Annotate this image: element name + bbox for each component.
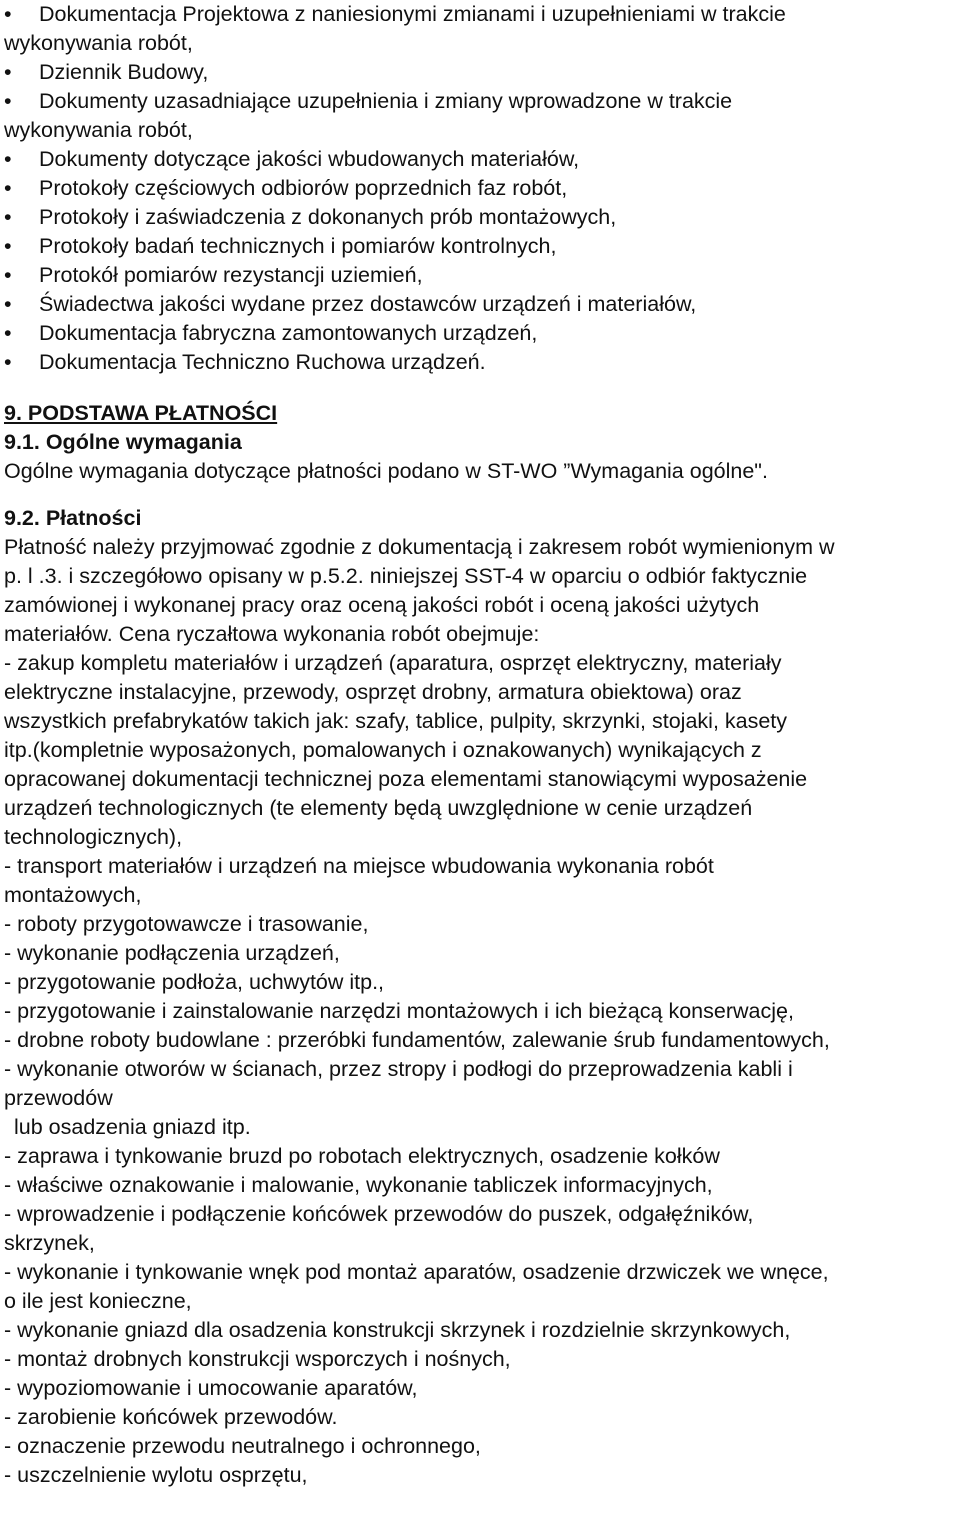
body-line: Płatność należy przyjmować zgodnie z dokumentacją i zakresem robót wymienionym w [4,535,835,559]
body-line: - transport materiałów i urządzeń na miejsce wbudowania wykonania robót [4,854,714,878]
body-line: montażowych, [4,883,142,907]
list-item: • Dziennik Budowy, [4,58,952,87]
body-line: - montaż drobnych konstrukcji wsporczych i nośnych, [4,1347,511,1371]
body-line: - przygotowanie i zainstalowanie narzędzi montażowych i ich bieżącą konserwację, [4,999,794,1023]
list-item: • Protokoły i zaświadczenia z dokonanych prób montażowych, [4,203,952,232]
body-line: opracowanej dokumentacji technicznej poza elementami stanowiącymi wyposażenie [4,767,808,791]
body-line: technologicznych), [4,825,183,849]
list-item: • Dokumentacja fabryczna zamontowanych urządzeń, [4,319,952,348]
body-line: przewodów [4,1086,113,1110]
body-line: - wprowadzenie i podłączenie końcówek przewodów do puszek, odgałęźników, [4,1202,754,1226]
body-line: skrzynek, [4,1231,95,1255]
body-line: - wypoziomowanie i umocowanie aparatów, [4,1376,418,1400]
payment-body [4,533,952,1490]
subsection-heading: 9.2. Płatności [4,506,142,530]
body-line: - zarobienie końcówek przewodów. [4,1405,338,1429]
body-line: - zaprawa i tynkowanie bruzd po robotach elektrycznych, osadzenie kołków [4,1144,720,1168]
list-item: • Protokoły częściowych odbiorów poprzednich faz robót, [4,174,952,203]
list-item: • Dokumenty dotyczące jakości wbudowanych materiałów, [4,145,952,174]
list-item: • Dokumentacja Techniczno Ruchowa urządzeń. [4,348,952,377]
body-line: - wykonanie podłączenia urządzeń, [4,941,340,965]
body-line: - zakup kompletu materiałów i urządzeń (aparatura, osprzęt elektryczny, materiały [4,651,782,675]
body-line: - uszczelnienie wylotu osprzętu, [4,1463,308,1487]
body-line: wszystkich prefabrykatów takich jak: szafy, tablice, pulpity, skrzynki, stojaki, kasety [4,709,788,733]
list-item: • Protokoły badań technicznych i pomiarów kontrolnych, [4,232,952,261]
body-line: - roboty przygotowawcze i trasowanie, [4,912,369,936]
body-line: lub osadzenia gniazd itp. [14,1115,251,1139]
list-item: • Świadectwa jakości wydane przez dostawców urządzeń i materiałów, [4,290,952,319]
body-line: - wykonanie otworów w ścianach, przez stropy i podłogi do przeprowadzenia kabli i [4,1057,793,1081]
body-line: - właściwe oznakowanie i malowanie, wykonanie tabliczek informacyjnych, [4,1173,713,1197]
body-line: zamówionej i wykonanej pracy oraz oceną jakości robót i oceną jakości użytych [4,593,760,617]
body-line: - przygotowanie podłoża, uchwytów itp., [4,970,385,994]
paragraph: Ogólne wymagania dotyczące płatności podano w ST-WO ”Wymagania ogólne". [4,459,768,483]
body-line: - oznaczenie przewodu neutralnego i ochronnego, [4,1434,481,1458]
list-item: • Protokół pomiarów rezystancji uziemień, [4,261,952,290]
body-line: itp.(kompletnie wyposażonych, pomalowanych i oznakowanych) wynikających z [4,738,762,762]
body-line: - drobne roboty budowlane : przeróbki fundamentów, zalewanie śrub fundamentowych, [4,1028,830,1052]
body-line: - wykonanie i tynkowanie wnęk pod montaż aparatów, osadzenie drzwiczek we wnęce, [4,1260,829,1284]
list-item: • Dokumenty uzasadniające uzupełnienia i zmiany wprowadzone w trakcie [4,87,952,116]
list-item: • Dokumentacja Projektowa z naniesionymi zmianami i uzupełnieniami w trakcie [4,0,952,29]
body-line: - wykonanie gniazd dla osadzenia konstrukcji skrzynek i rozdzielnie skrzynkowych, [4,1318,791,1342]
body-line: materiałów. Cena ryczałtowa wykonania robót obejmuje: [4,622,540,646]
list-item-continuation: wykonywania robót, [4,118,193,142]
list-item-continuation: wykonywania robót, [4,31,193,55]
body-line: o ile jest konieczne, [4,1289,192,1313]
body-line: urządzeń technologicznych (te elementy będą uwzględnione w cenie urządzeń [4,796,753,820]
body-line: elektryczne instalacyjne, przewody, osprzęt drobny, armatura obiektowa) oraz [4,680,742,704]
subsection-heading: 9.1. Ogólne wymagania [4,430,242,454]
body-line: p. l .3. i szczegółowo opisany w p.5.2. niniejszej SST-4 w oparciu o odbiór faktycznie [4,564,808,588]
section-heading: 9. PODSTAWA PŁATNOŚCI [4,401,278,425]
bullet-list [4,0,952,377]
